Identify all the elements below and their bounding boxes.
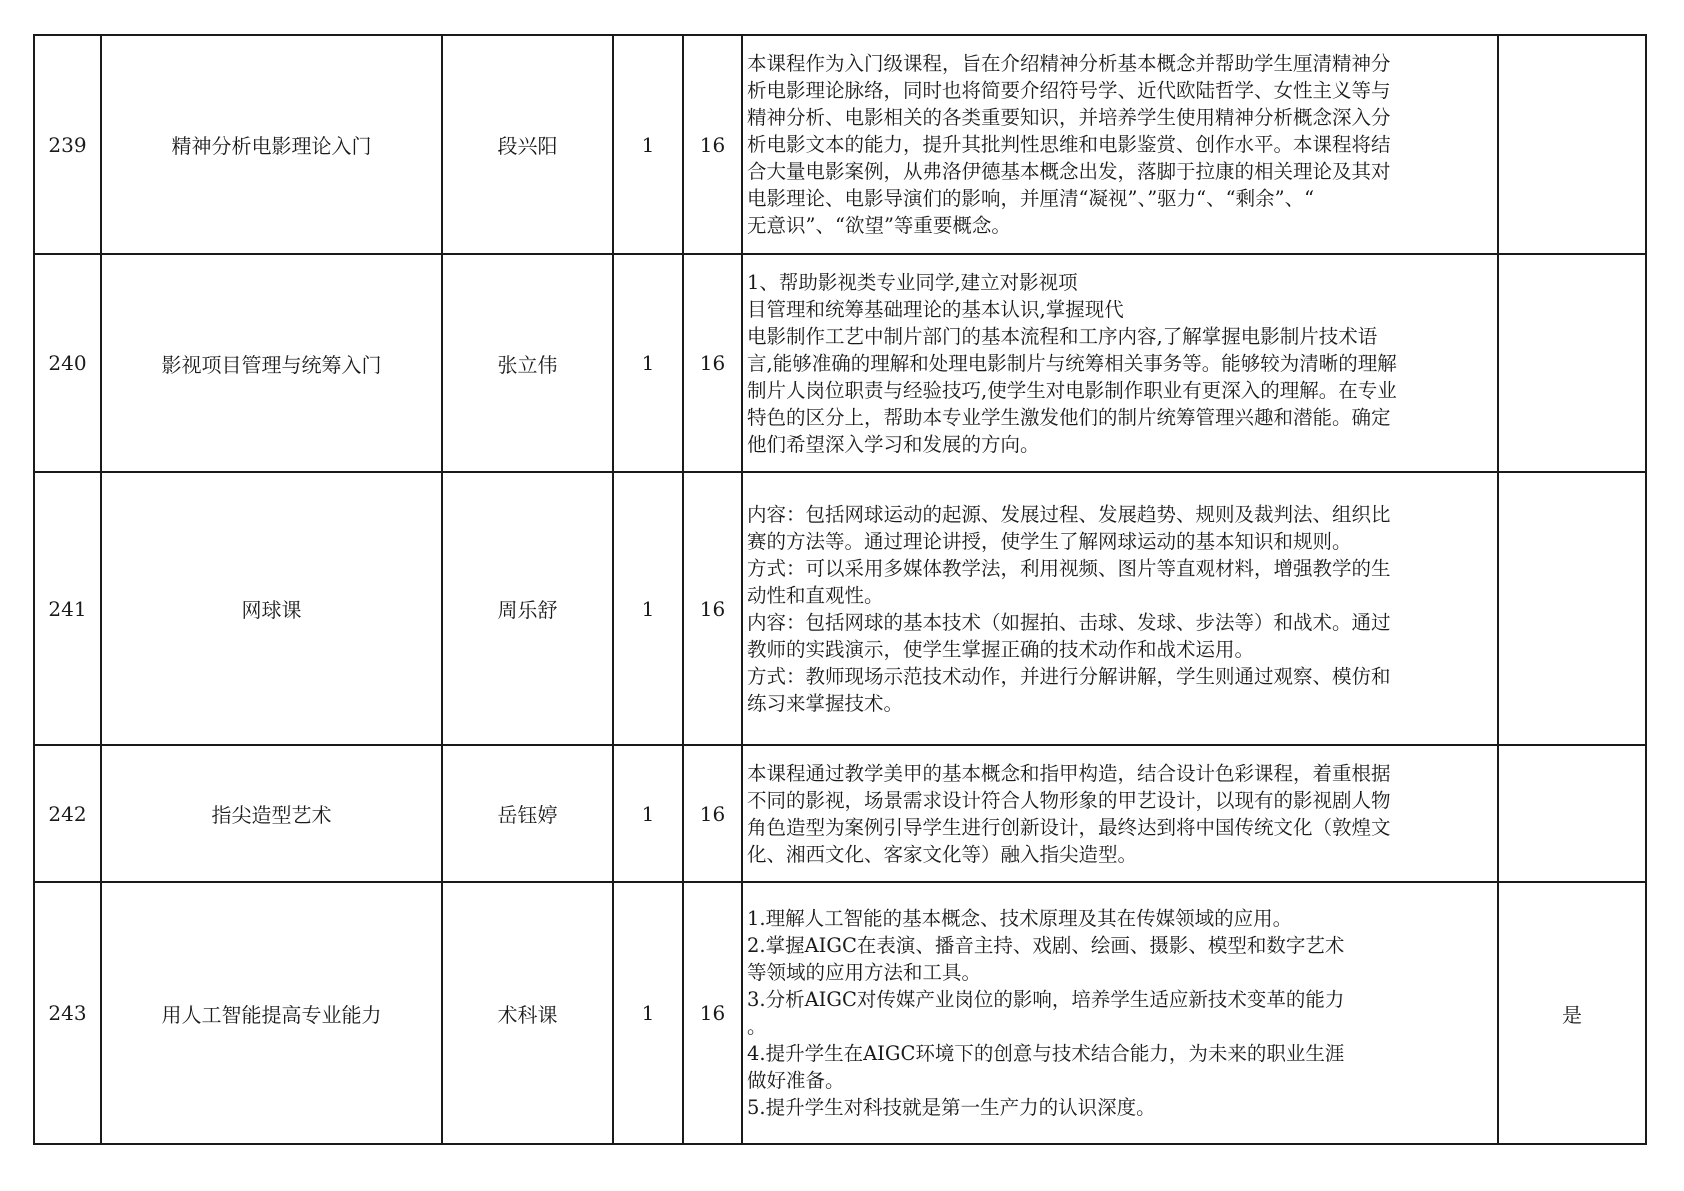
- course-hours: 16: [683, 882, 742, 1144]
- course-description: [742, 472, 1498, 745]
- description-line: 1.理解人工智能的基本概念、技术原理及其在传媒领域的应用。: [747, 907, 1293, 930]
- course-name: 影视项目管理与统筹入门: [101, 254, 442, 472]
- course-table: [33, 34, 1647, 1145]
- course-number: 239: [34, 35, 101, 254]
- course-number: 241: [34, 472, 101, 745]
- course-flag: [1498, 35, 1646, 254]
- description-line: 电影理论、电影导演们的影响，并厘清“凝视”、”驱力“、“剩余”、“: [747, 187, 1315, 210]
- course-credit: 1: [613, 882, 683, 1144]
- table-row: [34, 882, 1646, 1144]
- course-number: 243: [34, 882, 101, 1144]
- table-row: [34, 35, 1646, 254]
- description-line: 他们希望深入学习和发展的方向。: [747, 432, 1040, 456]
- course-credit: 1: [613, 745, 683, 882]
- course-description: [742, 745, 1498, 882]
- description-line: 制片人岗位职责与经验技巧,使学生对电影制作职业有更深入的理解。在专业: [747, 378, 1397, 402]
- description-line: 。: [747, 1015, 767, 1038]
- course-hours: 16: [683, 745, 742, 882]
- description-line: 3.分析AIGC对传媒产业岗位的影响，培养学生适应新技术变革的能力: [747, 988, 1345, 1011]
- description-line: 化、湘西文化、客家文化等）融入指尖造型。: [747, 842, 1138, 866]
- course-name: 精神分析电影理论入门: [101, 35, 442, 254]
- description-line: 析电影文本的能力，提升其批判性思维和电影鉴赏、创作水平。本课程将结: [747, 133, 1391, 156]
- description-line: 1、帮助影视类专业同学,建立对影视项: [747, 270, 1078, 294]
- description-line: 本课程作为入门级课程，旨在介绍精神分析基本概念并帮助学生厘清精神分: [747, 52, 1391, 75]
- description-line: 赛的方法等。通过理论讲授，使学生了解网球运动的基本知识和规则。: [747, 529, 1352, 553]
- course-teacher: 术科课: [442, 882, 613, 1144]
- course-number: 240: [34, 254, 101, 472]
- course-flag: 是: [1498, 882, 1646, 1144]
- course-hours: 16: [683, 472, 742, 745]
- course-hours: 16: [683, 254, 742, 472]
- course-description: [742, 254, 1498, 472]
- course-name: 网球课: [101, 472, 442, 745]
- description-line: 动性和直观性。: [747, 583, 884, 607]
- description-line: 4.提升学生在AIGC环境下的创意与技术结合能力，为未来的职业生涯: [747, 1042, 1345, 1065]
- course-number: 242: [34, 745, 101, 882]
- description-line: 特色的区分上，帮助本专业学生激发他们的制片统筹管理兴趣和潜能。确定: [747, 405, 1391, 429]
- course-flag: [1498, 472, 1646, 745]
- description-line: 电影制作工艺中制片部门的基本流程和工序内容,了解掌握电影制片技术语: [747, 324, 1378, 348]
- description-line: 方式：教师现场示范技术动作，并进行分解讲解，学生则通过观察、模仿和: [747, 664, 1391, 688]
- description-line: 精神分析、电影相关的各类重要知识，并培养学生使用精神分析概念深入分: [747, 106, 1391, 129]
- description-line: 方式：可以采用多媒体教学法，利用视频、图片等直观材料，增强教学的生: [747, 556, 1391, 580]
- course-description: [742, 882, 1498, 1144]
- description-line: 角色造型为案例引导学生进行创新设计，最终达到将中国传统文化（敦煌文: [747, 815, 1391, 839]
- description-line: 等领域的应用方法和工具。: [747, 961, 982, 984]
- table-row: [34, 745, 1646, 882]
- description-line: 内容：包括网球的基本技术（如握拍、击球、发球、步法等）和战术。通过: [747, 610, 1391, 634]
- course-teacher: 张立伟: [442, 254, 613, 472]
- course-flag: [1498, 254, 1646, 472]
- description-line: 练习来掌握技术。: [747, 691, 904, 715]
- description-line: 5.提升学生对科技就是第一生产力的认识深度。: [747, 1096, 1156, 1119]
- description-line: 做好准备。: [747, 1069, 845, 1092]
- description-line: 析电影理论脉络，同时也将简要介绍符号学、近代欧陆哲学、女性主义等与: [747, 79, 1391, 102]
- table-row: [34, 254, 1646, 472]
- course-teacher: 岳钰婷: [442, 745, 613, 882]
- description-line: 教师的实践演示，使学生掌握正确的技术动作和战术运用。: [747, 637, 1255, 661]
- description-line: 不同的影视，场景需求设计符合人物形象的甲艺设计，以现有的影视剧人物: [747, 788, 1391, 812]
- course-credit: 1: [613, 472, 683, 745]
- course-name: 用人工智能提高专业能力: [101, 882, 442, 1144]
- description-line: 内容：包括网球运动的起源、发展过程、发展趋势、规则及裁判法、组织比: [747, 502, 1391, 526]
- course-flag: [1498, 745, 1646, 882]
- description-line: 目管理和统筹基础理论的基本认识,掌握现代: [747, 297, 1124, 321]
- course-name: 指尖造型艺术: [101, 745, 442, 882]
- course-credit: 1: [613, 35, 683, 254]
- course-hours: 16: [683, 35, 742, 254]
- description-line: 言,能够准确的理解和处理电影制片与统筹相关事务等。能够较为清晰的理解: [747, 351, 1397, 375]
- course-teacher: 段兴阳: [442, 35, 613, 254]
- table-row: [34, 472, 1646, 745]
- description-line: 合大量电影案例，从弗洛伊德基本概念出发，落脚于拉康的相关理论及其对: [747, 160, 1391, 183]
- course-teacher: 周乐舒: [442, 472, 613, 745]
- description-line: 本课程通过教学美甲的基本概念和指甲构造，结合设计色彩课程，着重根据: [747, 761, 1391, 785]
- description-line: 2.掌握AIGC在表演、播音主持、戏剧、绘画、摄影、模型和数字艺术: [747, 934, 1345, 957]
- course-description: [742, 35, 1498, 254]
- course-credit: 1: [613, 254, 683, 472]
- description-line: 无意识”、“欲望”等重要概念。: [747, 214, 1011, 237]
